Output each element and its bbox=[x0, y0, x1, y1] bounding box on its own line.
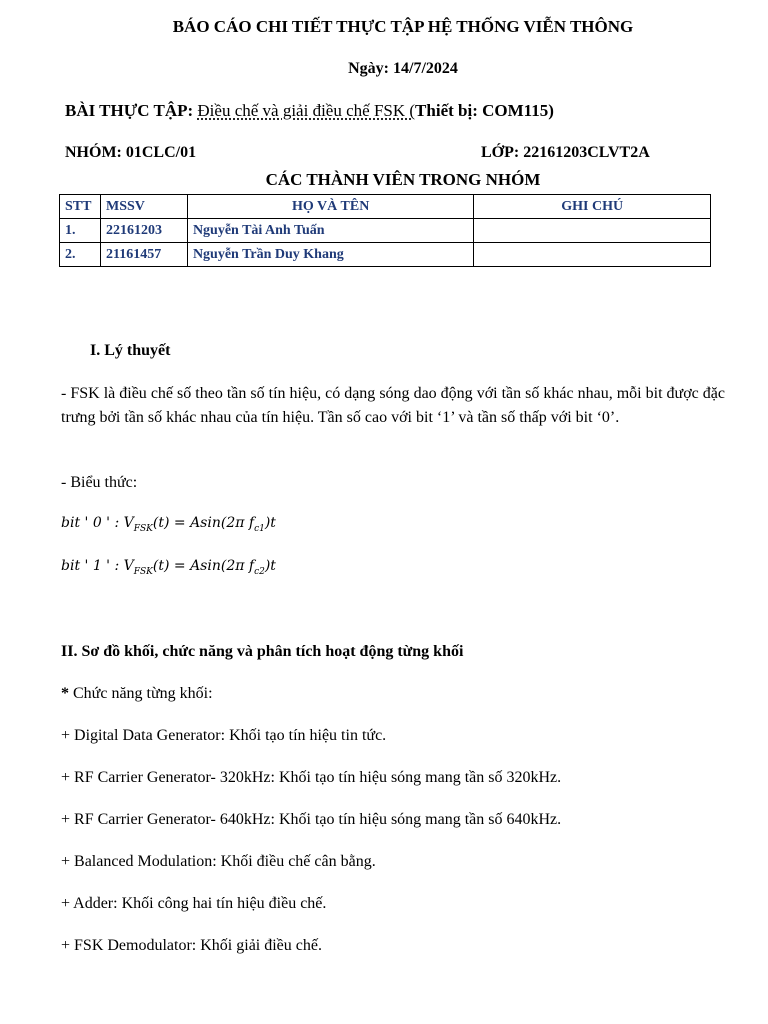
exercise-label: BÀI THỰC TẬP: bbox=[65, 101, 194, 120]
exercise-line bbox=[65, 101, 554, 121]
table-row bbox=[60, 243, 711, 267]
column-header-name: HỌ VÀ TÊN bbox=[187, 195, 473, 219]
formula-1-prefix: bit ' 1 ' : V bbox=[61, 558, 134, 574]
block-item-rf-carrier-640: + RF Carrier Generator- 640kHz: Khối tạo tín hiệu sóng mang tần số 640kHz. bbox=[61, 811, 562, 828]
table-row bbox=[60, 219, 711, 243]
formula-bit-0 bbox=[61, 515, 276, 534]
exercise-name: Điều chế và giải điều chế FSK ( bbox=[197, 101, 416, 120]
report-title: BÁO CÁO CHI TIẾT THỰC TẬP HỆ THỐNG VIỄN THÔNG bbox=[172, 17, 634, 36]
blocks-title-text: Chức năng từng khối: bbox=[69, 685, 213, 702]
blocks-function-title bbox=[61, 685, 213, 703]
class-label: LỚP: 22161203CLVT2A bbox=[481, 144, 650, 161]
cell-note bbox=[474, 243, 711, 267]
report-date: Ngày: 14/7/2024 bbox=[348, 60, 458, 77]
formula-0-end: )t bbox=[264, 515, 276, 531]
cell-mssv: 21161457 bbox=[100, 243, 187, 267]
cell-stt: 1. bbox=[60, 219, 101, 243]
cell-mssv: 22161203 bbox=[100, 219, 187, 243]
blocks-star: * bbox=[61, 685, 69, 702]
block-item-balanced-modulation: + Balanced Modulation: Khối điều chế cân bằng. bbox=[61, 853, 376, 870]
block-item-rf-carrier-320: + RF Carrier Generator- 320kHz: Khối tạo tín hiệu sóng mang tần số 320kHz. bbox=[61, 769, 562, 786]
cell-note bbox=[474, 219, 711, 243]
exercise-device: Thiết bị: COM115) bbox=[415, 101, 554, 120]
cell-name: Nguyễn Trần Duy Khang bbox=[187, 243, 473, 267]
column-header-mssv: MSSV bbox=[100, 195, 187, 219]
block-item-digital-data-generator: + Digital Data Generator: Khối tạo tín hiệu tin tức. bbox=[61, 727, 387, 744]
cell-name: Nguyễn Tài Anh Tuấn bbox=[187, 219, 473, 243]
formula-0-prefix: bit ' 0 ' : V bbox=[61, 515, 134, 531]
formula-1-subscript-2: c2 bbox=[254, 566, 265, 577]
block-item-fsk-demodulator: + FSK Demodulator: Khối giải điều chế. bbox=[61, 937, 322, 954]
formula-bit-1 bbox=[61, 558, 276, 577]
cell-stt: 2. bbox=[60, 243, 101, 267]
column-header-stt: STT bbox=[60, 195, 101, 219]
column-header-note: GHI CHÚ bbox=[474, 195, 711, 219]
table-header-row bbox=[60, 195, 711, 219]
members-title: CÁC THÀNH VIÊN TRONG NHÓM bbox=[265, 170, 541, 189]
formula-0-subscript: FSK bbox=[133, 523, 153, 534]
formula-0-subscript-2: c1 bbox=[254, 523, 265, 534]
formula-1-mid: (t) = Asin(2π f bbox=[152, 558, 255, 574]
group-label: NHÓM: 01CLC/01 bbox=[65, 144, 197, 161]
section-2-heading: II. Sơ đồ khối, chức năng và phân tích hoạt động từng khối bbox=[61, 643, 464, 660]
members-table bbox=[59, 194, 711, 267]
expression-label: - Biểu thức: bbox=[61, 474, 138, 491]
theory-paragraph: - FSK là điều chế số theo tần số tín hiệu, có dạng sóng dao động với tần số khác nhau, mỗi bit được đặc trưng bởi tần số khác nhau của tín hiệu. Tần số cao với bit ‘1’ và tần số thấp với bit ‘0’. bbox=[61, 385, 725, 426]
section-1-heading: I. Lý thuyết bbox=[90, 342, 171, 359]
formula-1-end: )t bbox=[264, 558, 276, 574]
formula-1-subscript: FSK bbox=[133, 566, 153, 577]
block-item-adder: + Adder: Khối công hai tín hiệu điều chế. bbox=[61, 895, 327, 912]
formula-0-mid: (t) = Asin(2π f bbox=[152, 515, 255, 531]
